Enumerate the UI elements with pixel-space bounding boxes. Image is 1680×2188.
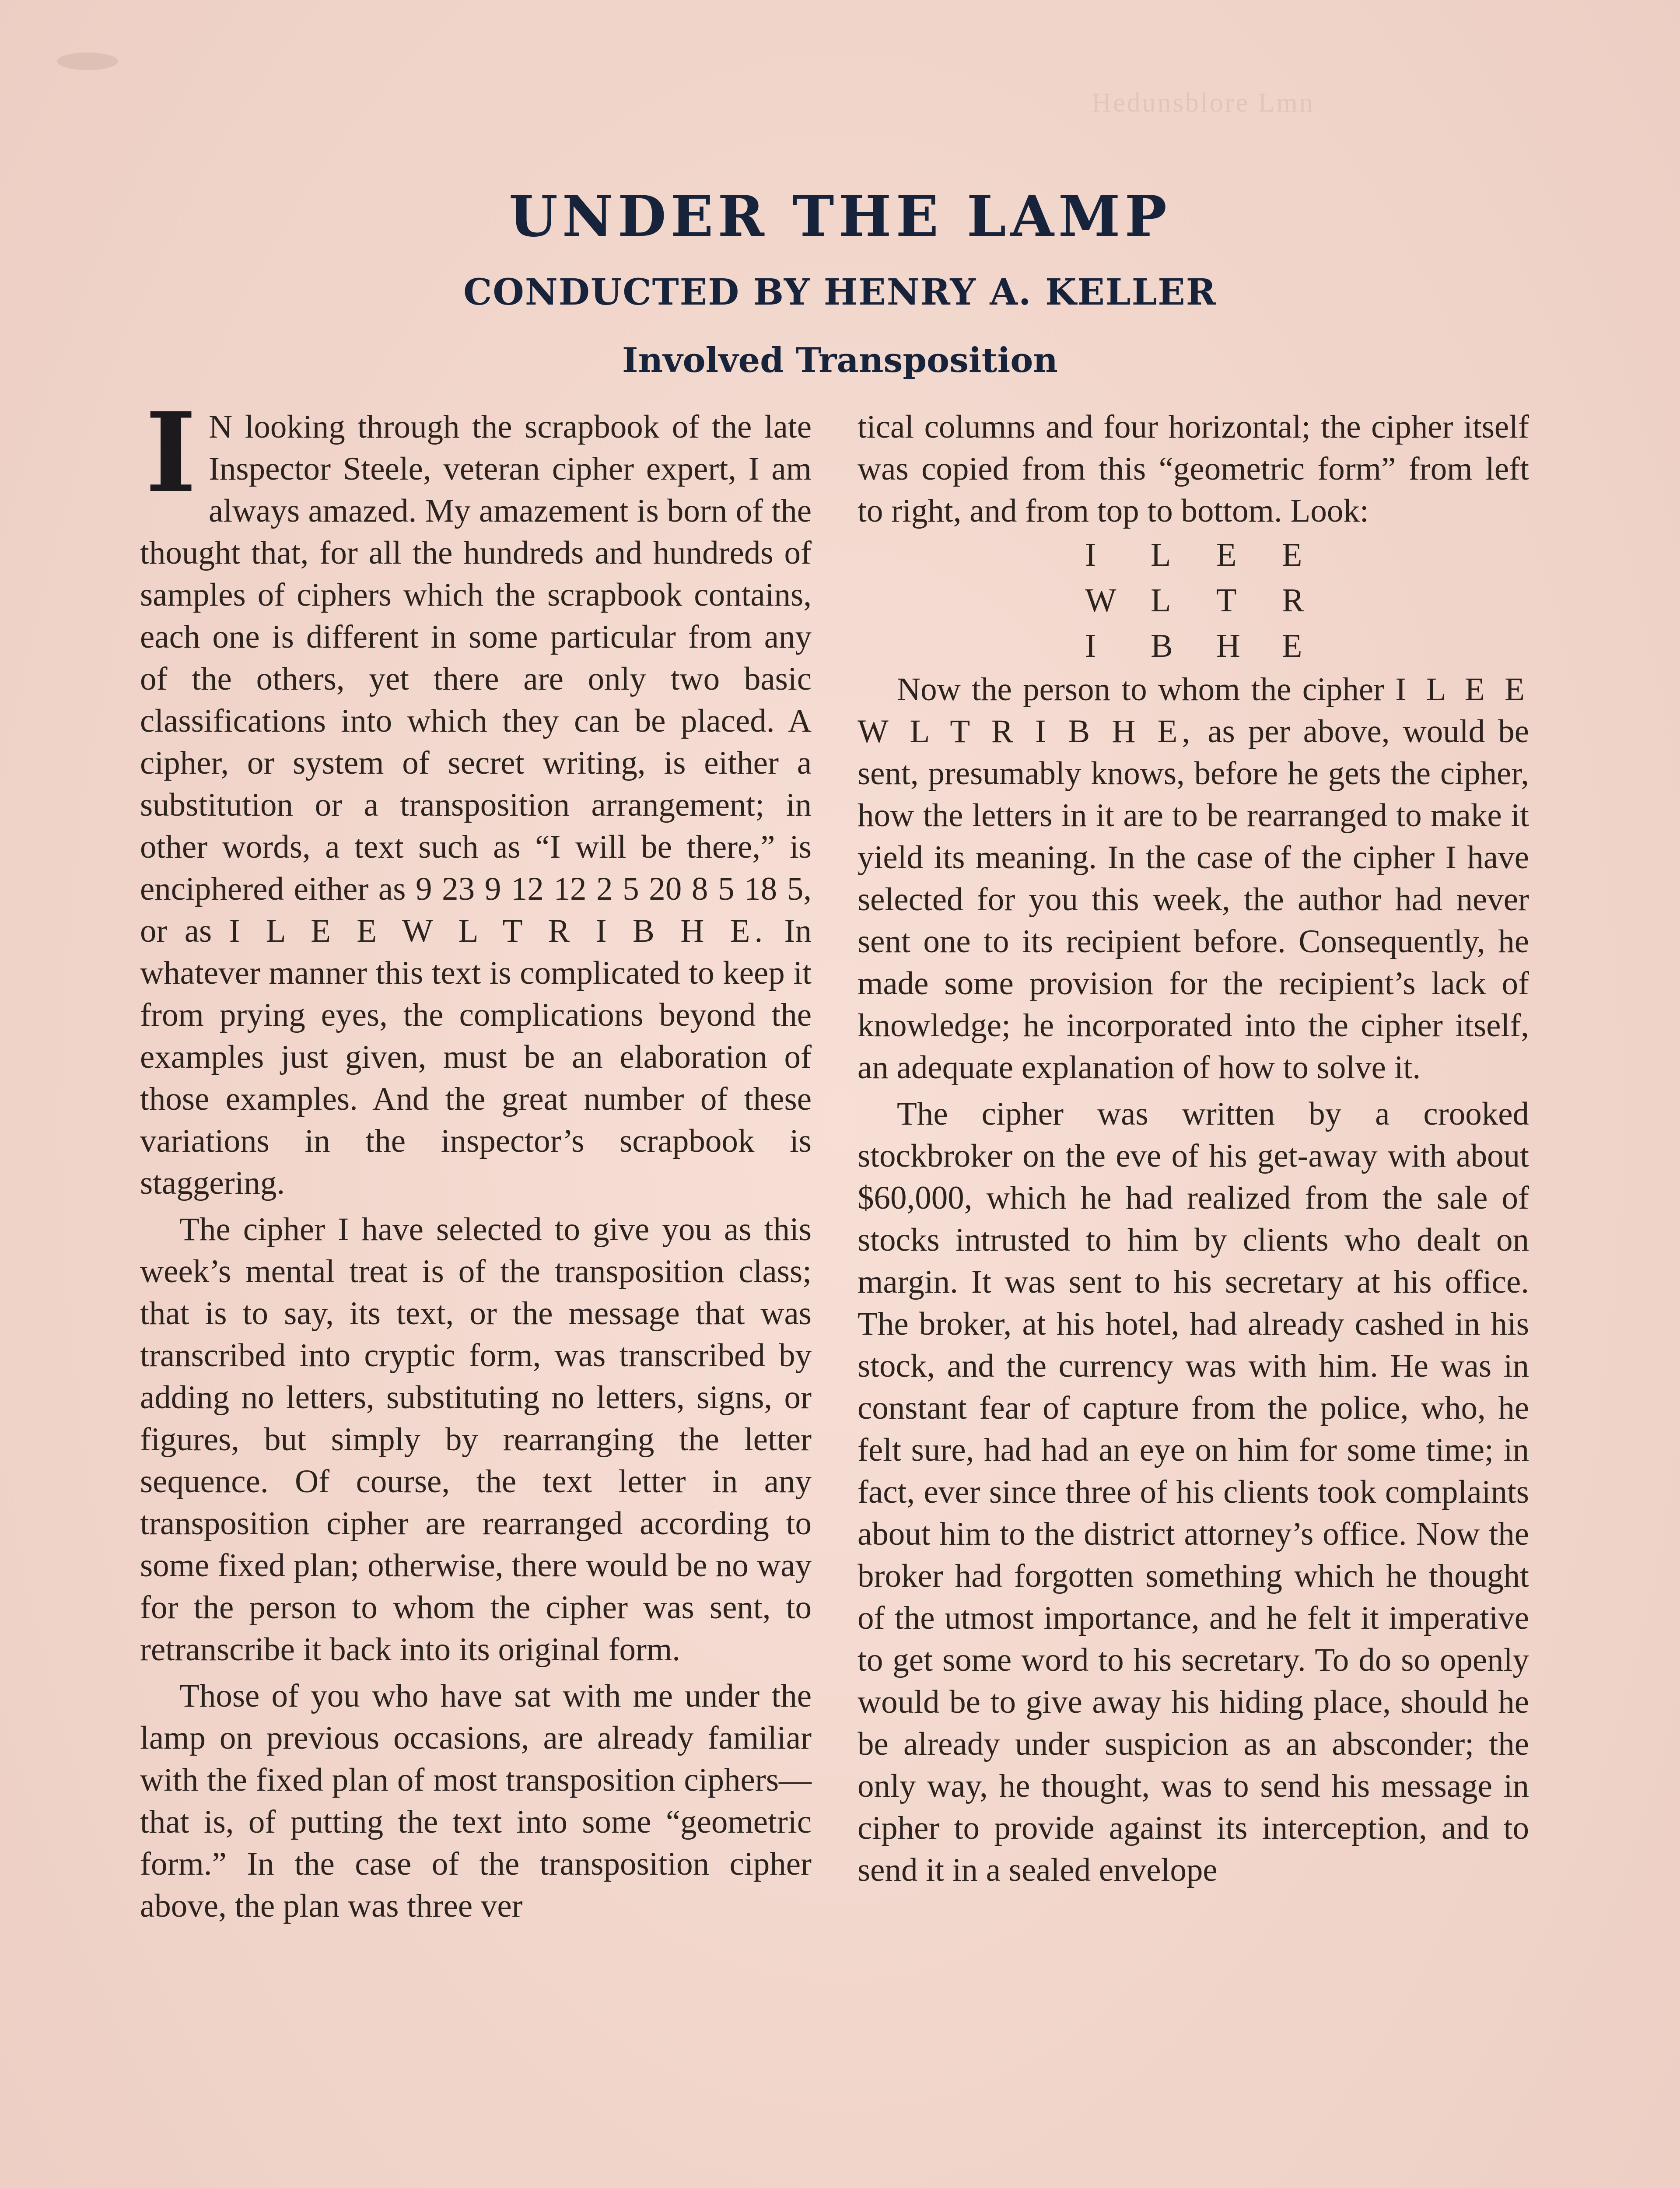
cipher-grid-cell: L [1151, 582, 1171, 619]
page-smudge [57, 53, 118, 70]
paragraph-1-or: or as [140, 913, 229, 949]
transposition-cipher: I L E E W L T R I B H E. [229, 913, 767, 949]
cipher-grid-row [1085, 623, 1348, 669]
cipher-grid-cell: L [1151, 536, 1171, 573]
cipher-grid-cell: I [1085, 536, 1096, 573]
paragraph-1-end: In whatever manner this text is complicated to keep it from prying eyes, the complications beyond the examples just given, must be an elaboration of those examples. And the great number of these variations in the inspector’s scrapbook is staggering. [140, 913, 812, 1201]
cipher-grid-row [1085, 578, 1348, 623]
drop-cap: I [145, 388, 196, 517]
page-title: UNDER THE LAMP [509, 184, 1171, 249]
cipher-grid-cell: R [1282, 582, 1304, 619]
right-column [858, 406, 1529, 1891]
paragraph-5-start: Now the person to whom the cipher [897, 671, 1396, 708]
paragraph-3: Those of you who have sat with me under the lamp on previous occasions, are already familiar with the fixed plan of most transposition ciphers—that is, of putting the text into some “geometric form.” In the case of the transposition cipher above, the plan was three ver [140, 1678, 812, 1924]
byline: CONDUCTED BY HENRY A. KELLER [463, 271, 1217, 313]
paragraph-4: tical columns and four horizontal; the cipher itself was copied from this “geometric form” from left to right, and from top to bottom. Look: [858, 409, 1529, 529]
paragraph-1-text: N looking through the scrapbook of the late Inspector Steele, veteran cipher expert, I am always amazed. My amazement is born of the thought that, for all the hundreds and hundreds of samples of ciphers which the scrapbook contains, each one is different in some particular from any of the others, yet there are only two basic classifications into which they can be placed. A cipher, or system of secret writing, is either a substitution or a transposition arrangement; in other words, a text such as “I will be there,” is enciphered either as [140, 409, 812, 907]
left-column [140, 388, 812, 1927]
cipher-grid-cell: W [1085, 582, 1116, 619]
cipher-grid [1085, 532, 1348, 669]
cipher-grid-cell: H [1216, 628, 1240, 664]
cipher-grid-cell: E [1216, 536, 1237, 573]
transposition-cipher-repeat: I L E E W L T R I B H E, [858, 671, 1529, 750]
paragraph-2: The cipher I have selected to give you as this week’s mental treat is of the transposition class; that is to say, its text, or the message that was transcribed into cryptic form, was transcribed by adding no letters, substituting no letters, signs, or figures, but simply by rearranging the letter sequence. Of course, the text letter in any transposition cipher are rearranged according to some fixed plan; otherwise, there would be no way for the person to whom the cipher was sent, to retranscribe it back into its original form. [140, 1211, 812, 1668]
cipher-grid-row [1085, 532, 1348, 578]
cipher-grid-cell: B [1151, 628, 1173, 664]
cipher-grid-cell: I [1085, 628, 1096, 664]
paragraph-1 [140, 388, 812, 1204]
number-cipher: 9 23 9 12 12 2 5 20 8 5 18 5, [416, 871, 812, 907]
paragraph-6: The cipher was written by a crooked stockbroker on the eve of his get-away with about $60,000, which he had realized from the sale of stocks intrusted to him by clients who dealt on margin. It was sent to his secretary at his office. The broker, at his hotel, had already cashed in his stock, and the currency was with him. He was in constant fear of capture from the police, who, he felt sure, had had an eye on him for some time; in fact, ever since three of his clients took complaints about him to the district attorney’s office. Now the broker had forgotten something which he thought of the utmost importance, and he felt it imperative to get some word to his secretary. To do so openly would be to give away his hiding place, should he be already under suspicion as an absconder; the only way, he thought, was to send his message in cipher to provide against its interception, and to send it in a sealed envelope [858, 1096, 1529, 1888]
cipher-grid-cell: E [1282, 628, 1302, 664]
paragraph-5 [858, 669, 1529, 1089]
bleed-through-header: Hedunsblore Lmn [1092, 88, 1315, 118]
cipher-grid-cell: T [1216, 582, 1237, 619]
cipher-grid-cell: E [1282, 536, 1302, 573]
article-subtitle: Involved Transposition [622, 340, 1058, 380]
paragraph-5-end: as per above, would be sent, presumably knows, before he gets the cipher, how the letters in it are to be rearranged to make it yield its meaning. In the case of the cipher I have selected for you this week, the author had never sent one to its recipient before. Consequently, he made some provision for the recipient’s lack of knowledge; he incorporated into the cipher itself, an adequate explanation of how to solve it. [858, 713, 1529, 1086]
